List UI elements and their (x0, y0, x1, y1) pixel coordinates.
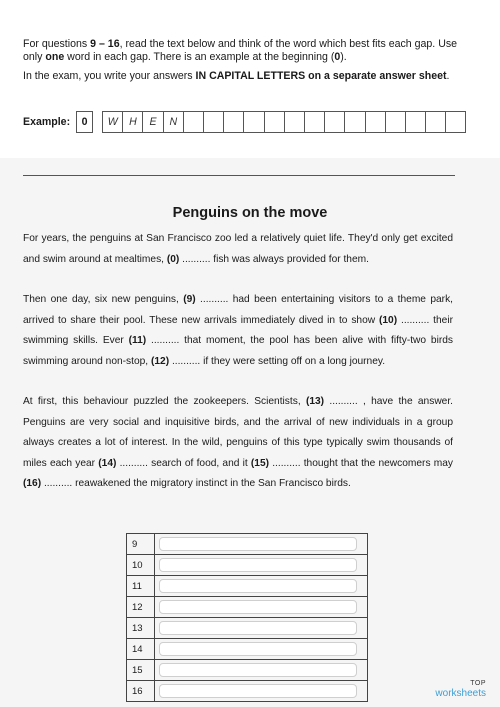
answer-number: 14 (127, 639, 155, 660)
instructions-text: For questions 9 – 16, read the text below and think of the word which best fits each gap. Use only one word in each gap. There is an example at the beginning (0). (23, 38, 458, 63)
paragraph-text: Then one day, six new penguins, (23, 294, 184, 305)
example-letter-box (285, 112, 305, 132)
example-letter-box (244, 112, 264, 132)
answer-cell (155, 639, 368, 660)
example-letter-box (446, 112, 466, 132)
answer-cell (155, 534, 368, 555)
paragraph-text: .......... had been entertaining visitors to a theme park, arrived to share their pool. These new arrivals immediately dived in to show (23, 294, 453, 326)
answer-input[interactable] (159, 579, 357, 593)
paragraph-text: .......... fish was always provided for them. (179, 253, 369, 265)
answer-input[interactable] (159, 642, 357, 656)
example-letter-box (386, 112, 406, 132)
paragraph-text: At first, this behaviour puzzled the zookeepers. Scientists, (23, 396, 306, 407)
answer-number: 11 (127, 576, 155, 597)
answer-row (127, 681, 368, 702)
answer-cell (155, 618, 368, 639)
gap-number: (16) (23, 478, 42, 489)
answer-row (127, 660, 368, 681)
answer-number: 10 (127, 555, 155, 576)
paragraph-text: .......... that moment, the pool has been alive with fifty-two birds swimming around non-stop, (23, 335, 453, 367)
example-letter-box: E (143, 112, 163, 132)
example-letter-box (265, 112, 285, 132)
answer-input[interactable] (159, 537, 357, 551)
paragraph-text: .......... if they were setting off on a long journey. (169, 355, 386, 367)
answer-number: 13 (127, 618, 155, 639)
answer-sheet-note: In the exam, you write your answers IN CAPITAL LETTERS on a separate answer sheet. (23, 70, 450, 82)
gap-number: (15) (250, 457, 270, 469)
answer-row (127, 597, 368, 618)
answer-number: 12 (127, 597, 155, 618)
brand-logo (435, 679, 486, 699)
example-letter-box (224, 112, 244, 132)
answer-cell (155, 660, 368, 681)
example-letter-box (305, 112, 325, 132)
paragraph-text: .......... search of food, and it (116, 457, 251, 469)
example-row (23, 110, 466, 134)
text-title: Penguins on the move (172, 205, 328, 221)
example-number: 0 (76, 111, 93, 133)
example-letter-box: N (164, 112, 184, 132)
example-letter-box (325, 112, 345, 132)
answer-row (127, 639, 368, 660)
paragraph-text: For years, the penguins at San Francisco zoo led a relatively quiet life. They'd only get excited and swim around at mealtimes, (23, 233, 453, 265)
example-letter-box (406, 112, 426, 132)
example-label: Example: (23, 116, 71, 128)
answer-input[interactable] (159, 663, 357, 677)
answer-row (127, 576, 368, 597)
example-letter-box (204, 112, 224, 132)
paragraph-1 (23, 229, 453, 270)
answer-number: 9 (127, 534, 155, 555)
answer-input[interactable] (159, 684, 357, 698)
paragraph-text: .......... thought that the newcomers may (269, 457, 453, 469)
example-letter-box: W (103, 112, 123, 132)
answer-input[interactable] (159, 558, 357, 572)
brand-line-1: TOP (470, 680, 486, 687)
answer-cell (155, 597, 368, 618)
paragraph-text: .......... , have the answer. Penguins are very social and inquisitive birds, and the arrival of new individuals in a group always creates a lot of interest. In the wild, penguins of this type typically swim thousands of miles each year (23, 396, 453, 469)
answer-row (127, 618, 368, 639)
answer-row (127, 555, 368, 576)
answer-cell (155, 681, 368, 702)
brand-line-2: worksheets (435, 688, 486, 699)
gap-number: (11) (128, 335, 147, 346)
example-letter-boxes (102, 111, 466, 133)
answer-number: 16 (127, 681, 155, 702)
example-letter-box (184, 112, 204, 132)
paragraph-text: .......... their swimming skills. Ever (23, 314, 453, 346)
paragraph-3 (23, 392, 453, 495)
example-letter-box: H (123, 112, 143, 132)
answer-cell (155, 576, 368, 597)
gap-number: (9) (183, 294, 196, 305)
answer-input[interactable] (159, 621, 357, 635)
answer-cell (155, 555, 368, 576)
paragraph-2 (23, 290, 453, 372)
paragraph-text: .......... reawakened the migratory instinct in the San Francisco birds. (41, 478, 351, 489)
answer-input[interactable] (159, 600, 357, 614)
gap-number: (0) (166, 253, 180, 265)
answer-row (127, 534, 368, 555)
gap-number: (13) (305, 396, 325, 407)
example-letter-box (345, 112, 365, 132)
example-letter-box (366, 112, 386, 132)
example-letter-box (426, 112, 446, 132)
gap-number: (12) (150, 355, 170, 367)
answer-number: 15 (127, 660, 155, 681)
gap-number: (14) (98, 457, 117, 469)
divider (23, 175, 455, 176)
gap-number: (10) (378, 314, 398, 326)
answer-table (126, 533, 368, 702)
